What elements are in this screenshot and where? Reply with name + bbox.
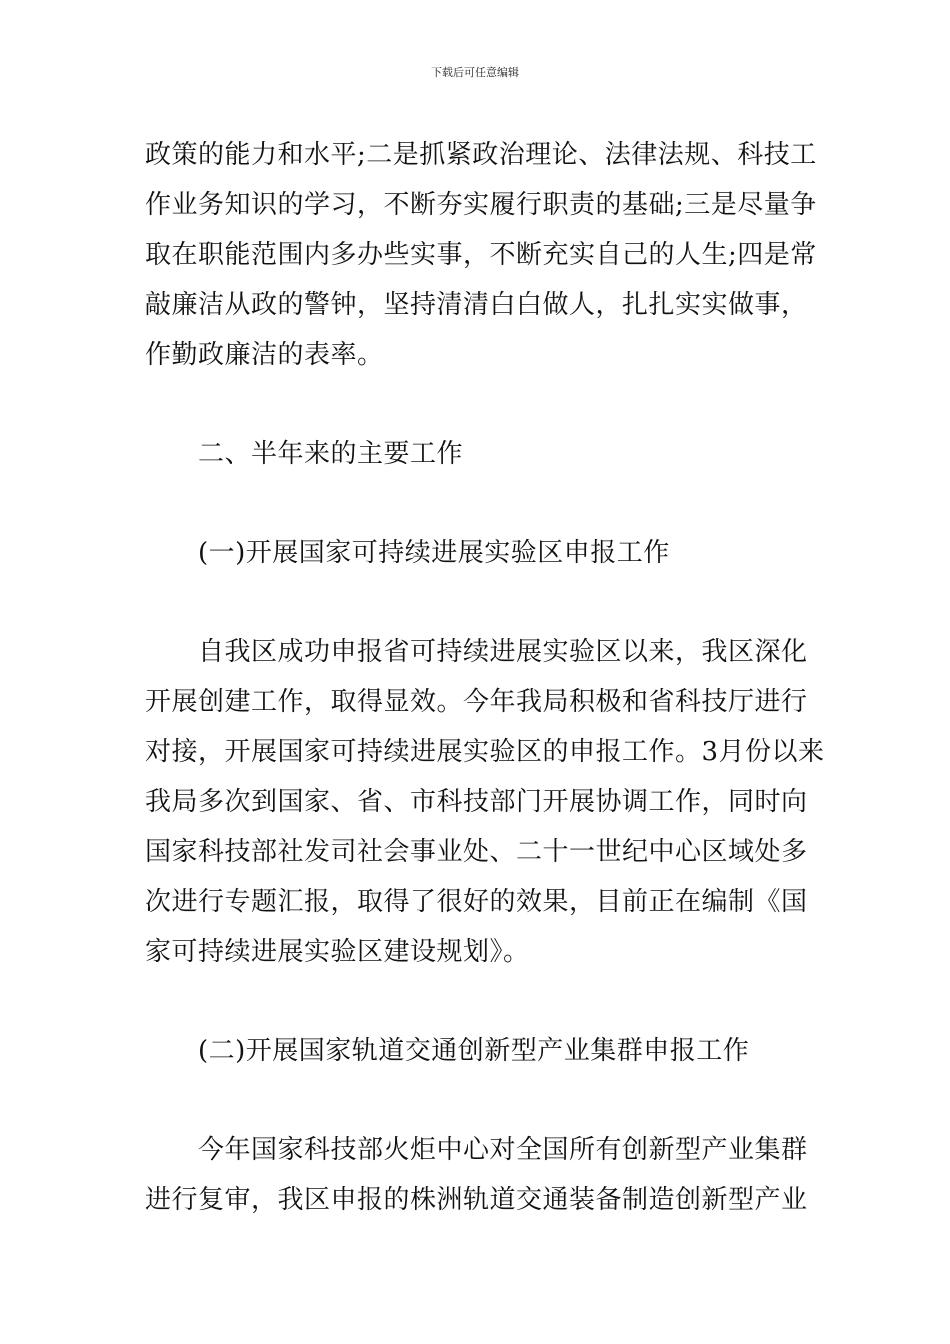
paragraph-gap bbox=[145, 578, 809, 627]
paragraph-gap bbox=[145, 977, 809, 1026]
text-line: 取在职能范围内多办些实事，不断充实自己的人生;四是常 bbox=[145, 240, 817, 270]
text-line: 政策的能力和水平;二是抓紧政治理论、法律法规、科技工 bbox=[145, 140, 817, 170]
subsection-heading: (二)开展国家轨道交通创新型产业集群申报工作 bbox=[198, 1036, 750, 1066]
text-line: 国家科技部社发司社会事业处、二十一世纪中心区域处多 bbox=[145, 837, 808, 867]
text-line: 自我区成功申报省可持续进展实验区以来，我区深化 bbox=[198, 637, 808, 667]
text-line: 家可持续进展实验区建设规划》。 bbox=[145, 937, 530, 967]
text-line: 次进行专题汇报，取得了很好的效果，目前正在编制《国 bbox=[145, 887, 808, 917]
text-line: 今年国家科技部火炬中心对全国所有创新型产业集群 bbox=[198, 1135, 808, 1165]
paragraph-gap bbox=[145, 479, 809, 528]
text-line: 敲廉洁从政的警钟，坚持清清白白做人，扎扎实实做事， bbox=[145, 290, 808, 320]
paragraph-gap bbox=[145, 1076, 809, 1125]
subsection-heading: (一)开展国家可持续进展实验区申报工作 bbox=[198, 538, 670, 568]
text-line: 作勤政廉洁的表率。 bbox=[145, 340, 384, 370]
text-line: 对接，开展国家可持续进展实验区的申报工作。3月份以来 bbox=[145, 737, 825, 767]
section-heading: 二、半年来的主要工作 bbox=[198, 439, 464, 469]
paragraph bbox=[145, 1125, 809, 1225]
text-line: 开展创建工作，取得显效。今年我局积极和省科技厅进行 bbox=[145, 687, 808, 717]
text-line: 进行复审，我区申报的株洲轨道交通装备制造创新型产业 bbox=[145, 1185, 808, 1215]
text-line: 我局多次到国家、省、市科技部门开展协调工作，同时向 bbox=[145, 787, 808, 817]
paragraph-gap bbox=[145, 380, 809, 429]
text-line: 作业务知识的学习，不断夯实履行职责的基础;三是尽量争 bbox=[145, 190, 817, 220]
document-body bbox=[145, 130, 825, 1225]
page-header: 下载后可任意编辑 bbox=[431, 66, 519, 79]
paragraph-continuation bbox=[145, 130, 817, 380]
paragraph bbox=[145, 627, 825, 977]
